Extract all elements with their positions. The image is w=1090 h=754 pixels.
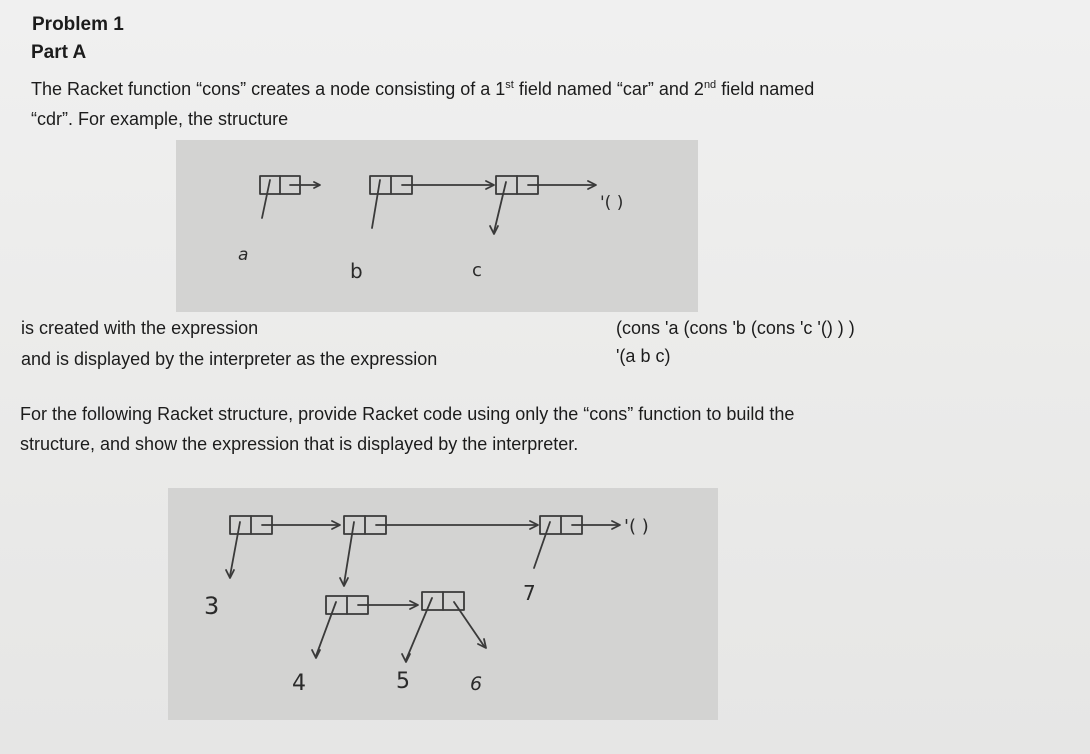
displayed-label: and is displayed by the interpreter as the expression [21, 349, 438, 369]
task-line-1: For the following Racket structure, provide Racket code using only the “cons” function to build the [20, 404, 795, 424]
value-6: 6 [470, 673, 483, 695]
part-title: Part A [31, 42, 87, 63]
value-7: 7 [523, 581, 536, 605]
cons-cell-b [370, 176, 494, 228]
cons-cell-a [260, 176, 320, 218]
value-3: 3 [204, 592, 220, 620]
example-diagram [176, 140, 698, 312]
cons-cell-7 [534, 516, 620, 568]
car-value-a: a [238, 245, 249, 265]
intro-line-1: The Racket function “cons” creates a node consisting of a 1st field named “car” and 2nd field named [31, 79, 815, 99]
created-label: is created with the expression [21, 318, 259, 338]
cons-expression: (cons 'a (cons 'b (cons 'c '() ) ) [616, 318, 855, 338]
car-value-c: c [472, 260, 482, 281]
problem-title: Problem 1 [32, 14, 124, 35]
cons-cell-3 [226, 516, 340, 578]
car-value-b: b [350, 259, 363, 283]
empty-list-terminator: '( ) [600, 193, 624, 213]
cons-cell-c [490, 176, 596, 234]
empty-list-terminator: '( ) [624, 516, 649, 537]
value-5: 5 [396, 669, 410, 694]
task-line-2: structure, and show the expression that is displayed by the interpreter. [20, 434, 579, 454]
task-diagram [168, 488, 718, 720]
cons-cell-4 [312, 596, 418, 658]
display-expression: '(a b c) [616, 346, 671, 366]
intro-line-2: “cdr”. For example, the structure [31, 109, 289, 129]
cons-cell-nested-list [340, 516, 538, 586]
value-4: 4 [292, 671, 306, 696]
